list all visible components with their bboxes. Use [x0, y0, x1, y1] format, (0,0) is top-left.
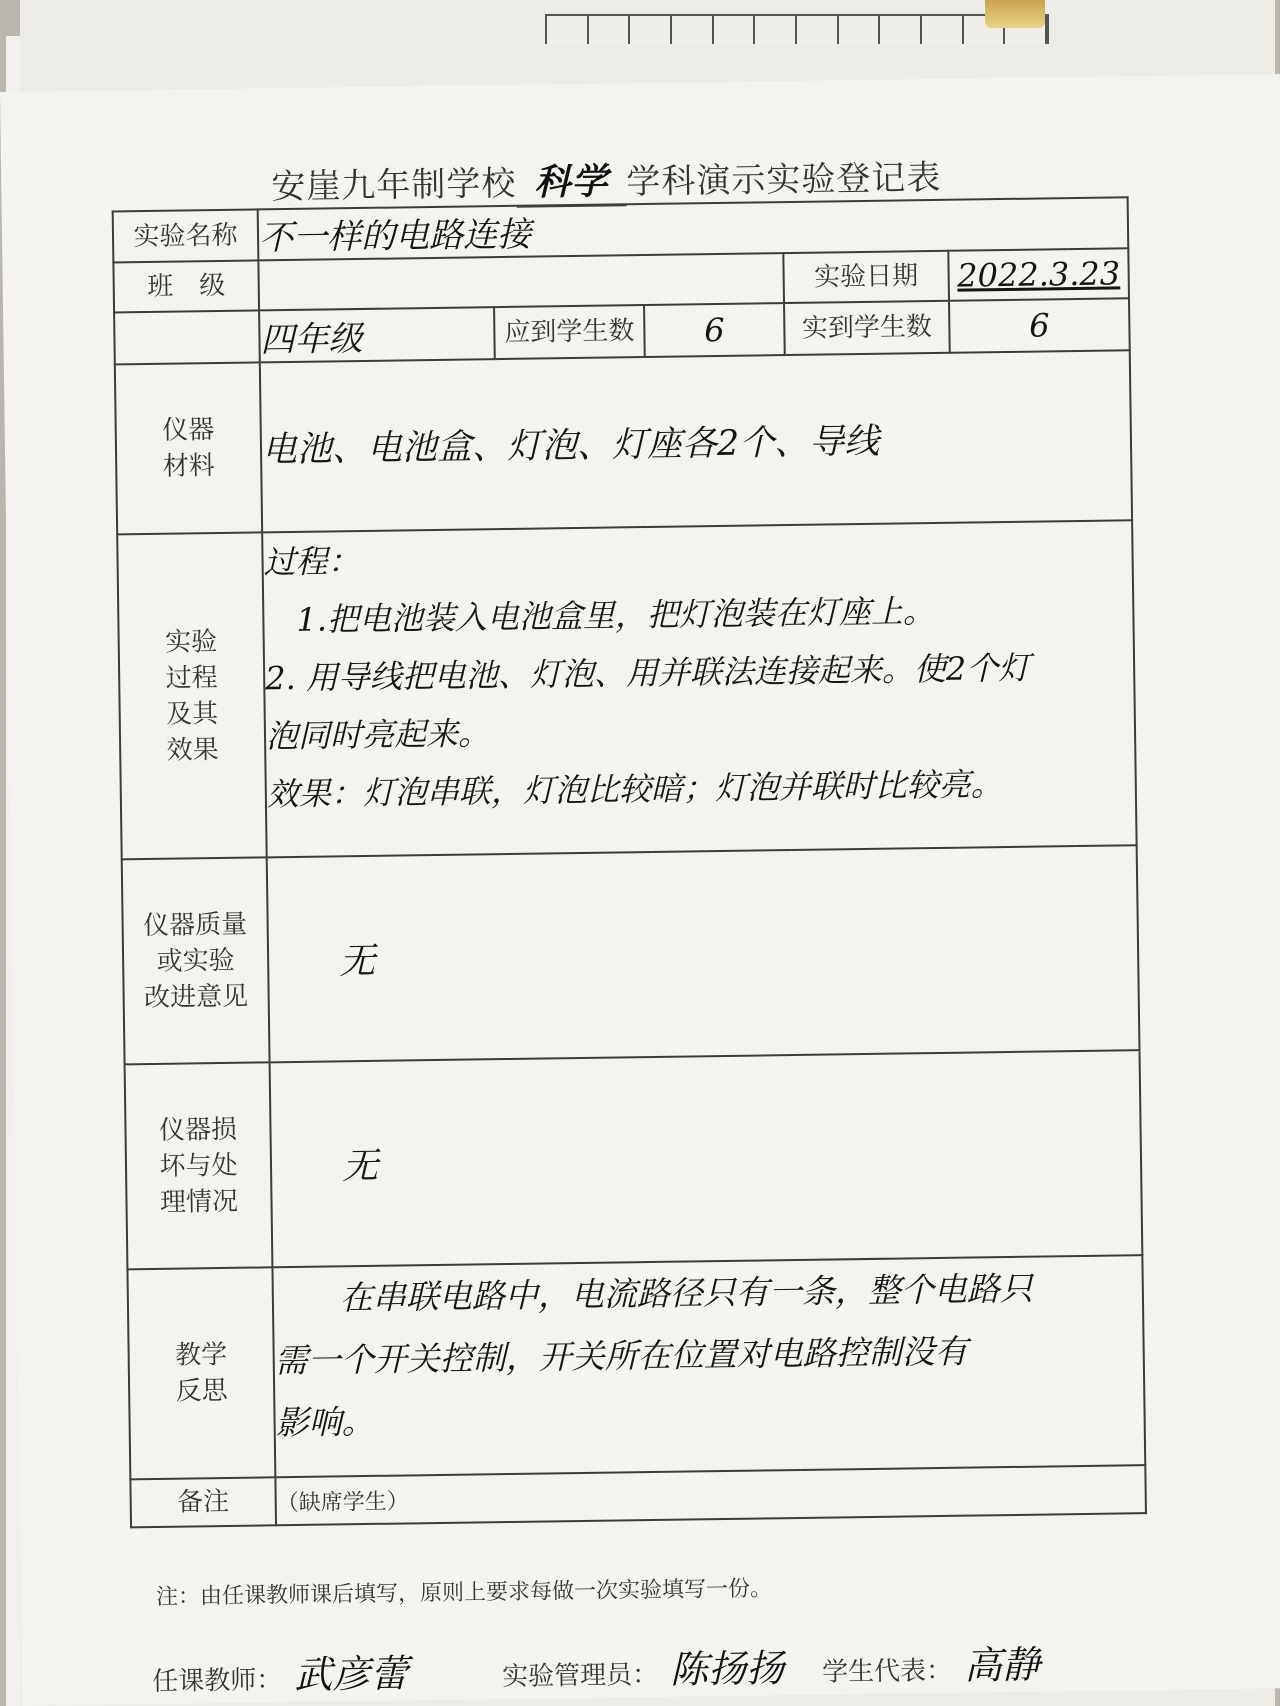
- process-label-line: 效果: [166, 734, 219, 766]
- reflection-label-line: 教学: [174, 1339, 228, 1371]
- materials-label-line: 仪器: [162, 415, 215, 446]
- damage-label-line: 仪器损: [158, 1114, 238, 1146]
- manager-label: 实验管理员：: [501, 1659, 659, 1693]
- process-line: 效果：灯泡串联，灯泡比较暗；灯泡并联时比较亮。: [266, 765, 1004, 814]
- teacher-label: 任课教师：: [152, 1665, 283, 1698]
- experiment-name-value: 不一样的电路连接: [258, 197, 1129, 260]
- process-line: 1.把电池装入电池盒里，把灯泡装在灯座上。: [264, 591, 936, 640]
- footnote: 注：由任课教师课后填写，原则上要求每做一次实验填写一份。: [155, 1576, 773, 1610]
- process-line: 过程：: [263, 542, 360, 582]
- date-label: 实验日期: [783, 251, 949, 303]
- actual-students-label: 实到学生数: [784, 301, 950, 355]
- title-subject: 科学: [516, 153, 627, 208]
- materials-value: 电池、电池盒、灯泡、灯座各2个、导线: [260, 350, 1132, 532]
- student-name: 高静: [963, 1642, 1041, 1688]
- process-line: 泡同时亮起来。: [265, 714, 491, 756]
- date-value: 2022.3.23: [948, 248, 1129, 301]
- remarks-value: （缺席学生）: [275, 1465, 1146, 1525]
- class-label: 班 级: [113, 260, 259, 312]
- materials-label: [115, 362, 262, 534]
- underlying-table-strip: [545, 14, 1049, 44]
- expected-students-label: 应到学生数: [494, 305, 645, 359]
- damage-label-line: 理情况: [159, 1186, 239, 1218]
- actual-students-value: 6: [949, 298, 1130, 353]
- process-value: [262, 520, 1137, 857]
- register-form-sheet: [0, 74, 1280, 1706]
- reflection-value: [272, 1255, 1145, 1477]
- reflection-label: [127, 1267, 275, 1479]
- remarks-label: 备注: [130, 1477, 276, 1527]
- reflection-line: 需一个开关控制，开关所在位置对电路控制没有: [274, 1331, 968, 1381]
- quality-value: 无: [267, 845, 1140, 1062]
- quality-label: [122, 857, 270, 1064]
- reflection-line: 影响。: [275, 1401, 375, 1443]
- experiment-name-label: 实验名称: [113, 209, 259, 262]
- damage-label-line: 坏与处: [159, 1150, 238, 1182]
- title-suffix: 学科演示实验登记表: [626, 157, 942, 203]
- process-label-line: 及其: [165, 698, 219, 730]
- quality-label-line: 改进意见: [143, 981, 249, 1013]
- reflection-line: 在串联电路中，电流路径只有一条，整个电路只: [273, 1268, 1034, 1319]
- manager-signature: [502, 1637, 785, 1696]
- reflection-label-line: 反思: [175, 1375, 228, 1407]
- manager-name: 陈扬扬: [669, 1646, 785, 1692]
- materials-label-line: 材料: [162, 451, 215, 482]
- teacher-signature: [152, 1642, 409, 1701]
- register-table: [112, 196, 1147, 1528]
- process-label-line: 过程: [165, 662, 218, 694]
- student-signature: [822, 1634, 1041, 1692]
- binder-clip: [985, 0, 1045, 28]
- process-label: [117, 532, 267, 859]
- student-label: 学生代表：: [821, 1655, 953, 1688]
- expected-students-value: 6: [644, 303, 785, 357]
- teacher-name: 武彦蕾: [293, 1651, 409, 1698]
- damage-label: [125, 1062, 273, 1269]
- quality-label-line: 仪器质量: [142, 909, 248, 941]
- process-line: 2. 用导线把电池、灯泡、用并联法连接起来。使2个灯: [264, 648, 1031, 698]
- title-school: 安崖九年制学校: [271, 163, 517, 208]
- process-label-line: 实验: [164, 626, 218, 658]
- quality-label-line: 或实验: [156, 945, 235, 977]
- damage-value: 无: [270, 1050, 1143, 1267]
- class-value: 四年级: [259, 307, 495, 362]
